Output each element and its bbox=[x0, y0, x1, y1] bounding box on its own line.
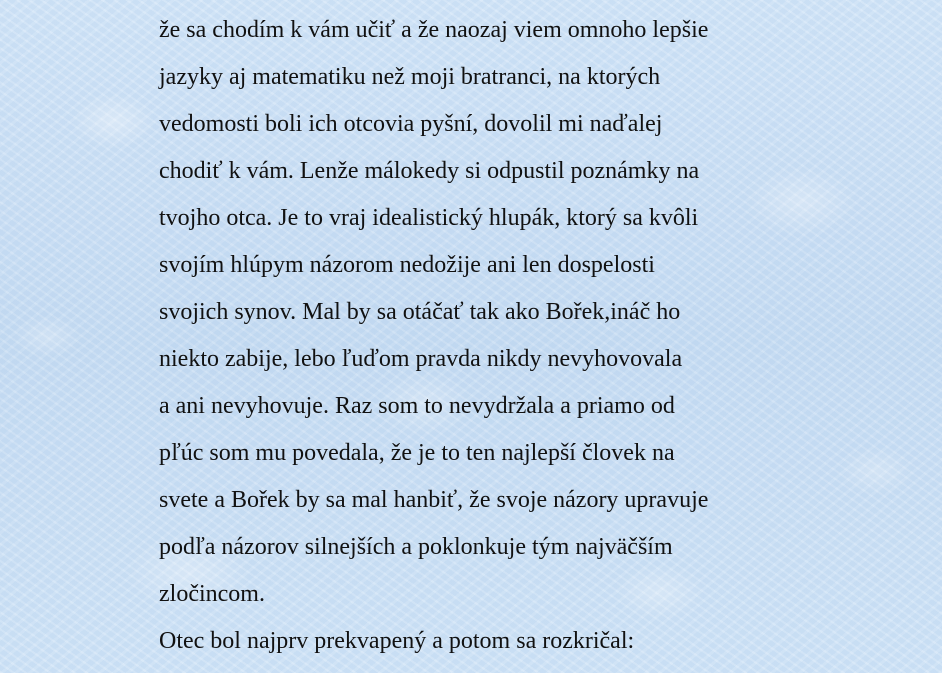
text-line: niekto zabije, lebo ľuďom pravda nikdy nevyhovovala bbox=[159, 346, 683, 372]
text-line: svojich synov. Mal by sa otáčať tak ako Bořek,ináč ho bbox=[159, 299, 681, 325]
text-line: svete a Bořek by sa mal hanbiť, že svoje názory upravuje bbox=[159, 487, 709, 513]
text-line: a ani nevyhovuje. Raz som to nevydržala a priamo od bbox=[159, 393, 675, 419]
text-line: zločincom. bbox=[159, 581, 265, 607]
text-line: vedomosti boli ich otcovia pyšní, dovolil mi naďalej bbox=[159, 111, 663, 137]
text-line: chodiť k vám. Lenže málokedy si odpustil poznámky na bbox=[159, 158, 700, 184]
text-line: jazyky aj matematiku než moji bratranci, na ktorých bbox=[159, 64, 661, 90]
document-text bbox=[159, 7, 859, 665]
text-line: svojím hlúpym názorom nedožije ani len dospelosti bbox=[159, 252, 655, 278]
text-line: tvojho otca. Je to vraj idealistický hlupák, ktorý sa kvôli bbox=[159, 205, 699, 231]
text-line: pľúc som mu povedala, že je to ten najlepší človek na bbox=[159, 440, 675, 466]
text-line: Otec bol najprv prekvapený a potom sa rozkričal: bbox=[159, 628, 635, 654]
text-line: že sa chodím k vám učiť a že naozaj viem omnoho lepšie bbox=[159, 17, 709, 43]
text-line: podľa názorov silnejších a poklonkuje tým najväčším bbox=[159, 534, 673, 560]
